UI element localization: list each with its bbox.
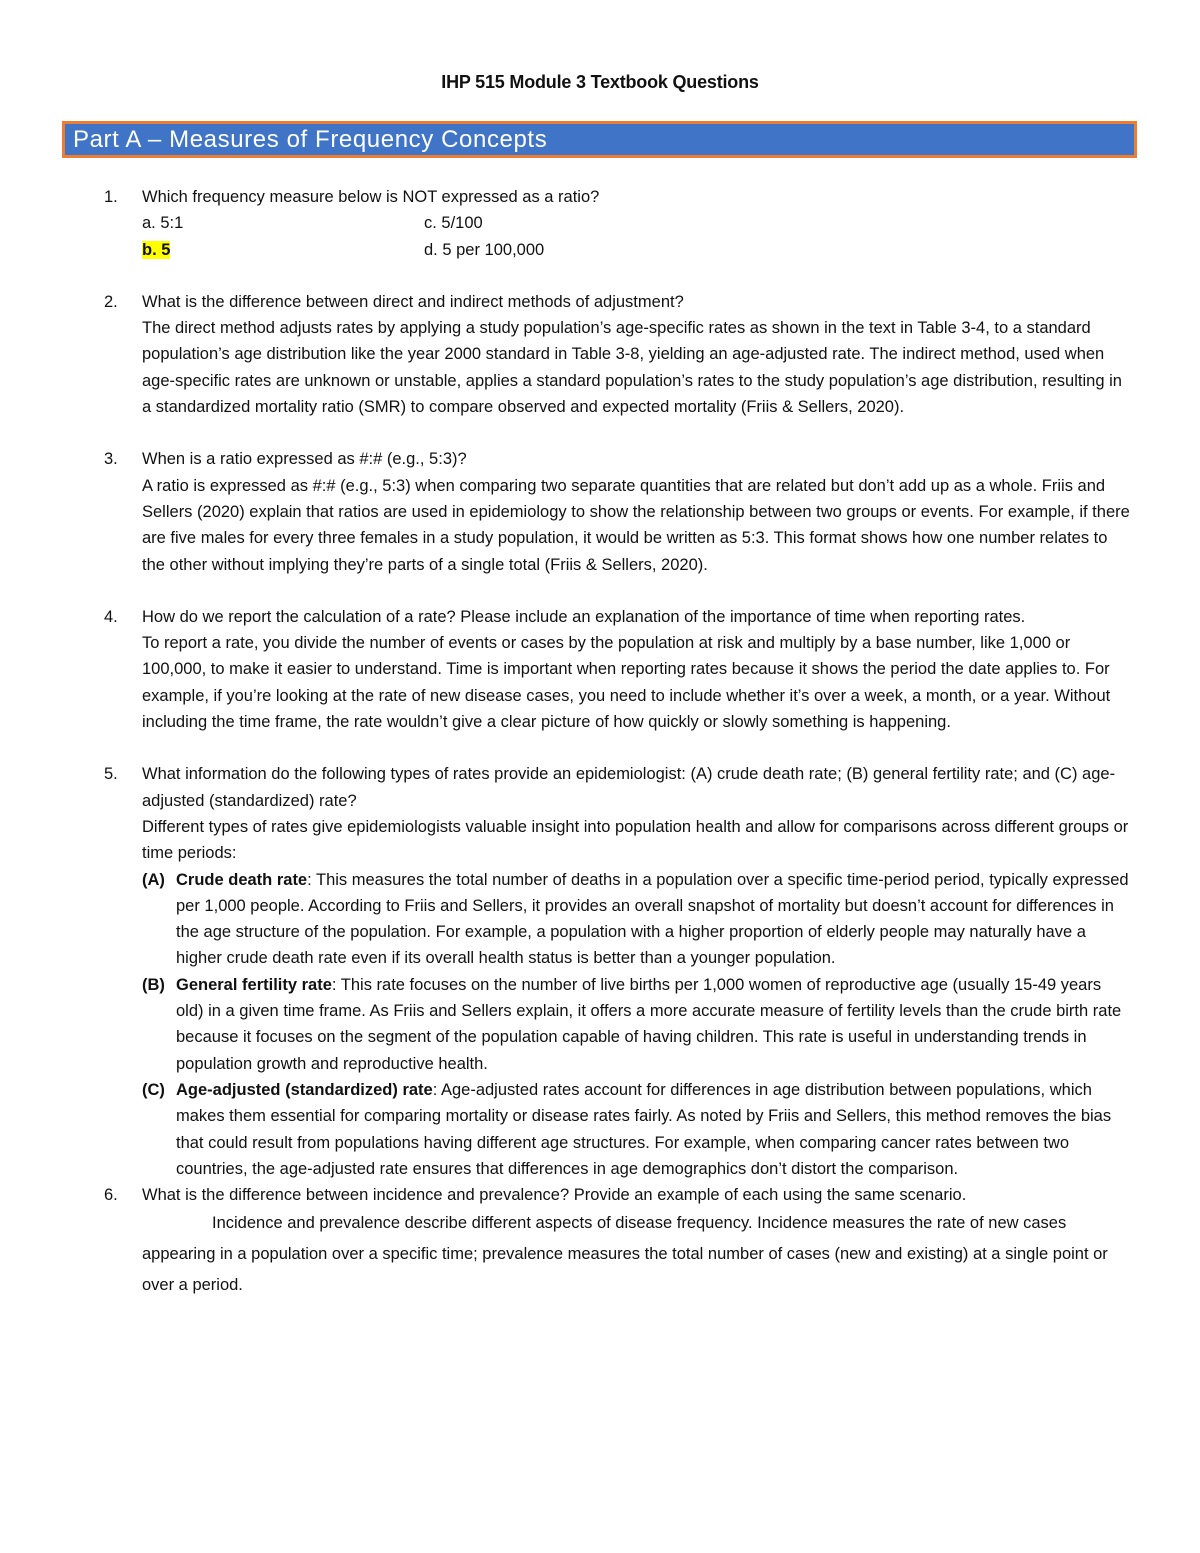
- question-text: What information do the following types of rates provide an epidemiologist: (A) crude death rate; (B) general fertility rate; and (C) age-adjusted (standardized) rate?: [142, 765, 1116, 810]
- item-text: : Age-adjusted rates account for differences in age distribution between populations, which makes them essential for comparing mortality or disease rates fairly. As noted by Friis and Sellers, this method removes the bias that could result from populations having different age structures. For example, when comparing cancer rates between two countries, the age-adjusted rate ensures that differences in age demographics don’t distort the comparison.: [176, 1080, 1112, 1178]
- answer-text: A ratio is expressed as #:# (e.g., 5:3) when comparing two separate quantities that are related but don’t add up as a whole. Friis and Sellers (2020) explain that ratios are used in epidemiology to show the relationship between two groups or events. For example, if there are five males for every three females in a study population, it would be written as 5:3. This format shows how one number relates to the other without implying they’re parts of a single total (Friis & Sellers, 2020).: [142, 476, 1130, 574]
- item-text: : This rate focuses on the number of live births per 1,000 women of reproductive age (usually 15-49 years old) in a given time frame. As Friis and Sellers explain, it offers a more accurate measure of fertility levels than the crude birth rate because it focuses on the segment of the population capable of having children. This rate is useful in understanding trends in population growth and reproductive health.: [176, 975, 1122, 1073]
- rate-item-a: [142, 867, 1130, 972]
- question-number: 6.: [104, 1186, 118, 1205]
- question-text: When is a ratio expressed as #:# (e.g., 5:3)?: [142, 450, 467, 469]
- answer-text: Incidence and prevalence describe different aspects of disease frequency. Incidence measures the rate of new cases appearing in a population over a specific time; prevalence measures the total number of cases (new and existing) at a single point or over a period.: [142, 1214, 1108, 1295]
- question-number: 5.: [104, 765, 118, 784]
- question-1: [0, 184, 1200, 263]
- question-text: What is the difference between direct and indirect methods of adjustment?: [142, 292, 684, 311]
- answer-text: To report a rate, you divide the number of events or cases by the population at risk and multiply by a base number, like 1,000 or 100,000, to make it easier to understand. Time is important when reporting rates because it shows the period the date applies to. For example, if you’re looking at the rate of new disease cases, you need to include whether it’s over a week, a month, or a year. Without including the time frame, the rate wouldn’t give a clear picture of how quickly or slowly something is happening.: [142, 634, 1111, 732]
- question-text: How do we report the calculation of a rate? Please include an explanation of the importance of time when reporting rates.: [142, 607, 1026, 626]
- question-2: [0, 289, 1200, 420]
- question-number: 4.: [104, 607, 118, 626]
- item-tag: (C): [142, 1080, 165, 1099]
- choice-b: [142, 237, 424, 263]
- choice-d: d. 5 per 100,000: [424, 240, 545, 259]
- answer-text: The direct method adjusts rates by applying a study population’s age-specific rates as shown in the text in Table 3-4, to a standard population’s age distribution like the year 2000 standard in Table 3-8, yielding an age-adjusted rate. The indirect method, used when age-specific rates are unknown or unstable, applies a standard population’s rates to the study population’s age distribution, resulting in a standardized mortality ratio (SMR) to compare observed and expected mortality (Friis & Sellers, 2020).: [142, 319, 1122, 417]
- item-tag: (B): [142, 975, 165, 994]
- document-title: IHP 515 Module 3 Textbook Questions: [441, 72, 759, 92]
- question-6: [0, 1182, 1200, 1208]
- answer-choices: [142, 210, 1130, 263]
- question-number: 1.: [104, 188, 118, 206]
- choice-a: a. 5:1: [142, 214, 184, 233]
- questions-list: [0, 184, 1200, 1301]
- question-number: 2.: [104, 292, 118, 311]
- rate-item-c: [142, 1077, 1130, 1182]
- question-3: [0, 446, 1200, 577]
- item-term: Age-adjusted (standardized) rate: [176, 1080, 433, 1099]
- question-5: [0, 761, 1200, 1182]
- rate-item-b: [142, 972, 1130, 1077]
- item-term: General fertility rate: [176, 975, 332, 994]
- item-text: : This measures the total number of deaths in a population over a specific time-period period, typically expressed per 1,000 people. According to Friis and Sellers, it provides an overall snapshot of mortality but doesn’t account for differences in the age structure of the population. For example, a population with a higher proportion of elderly people may naturally have a higher crude death rate even if its overall health status is better than a younger population.: [176, 870, 1129, 968]
- item-tag: (A): [142, 870, 165, 889]
- item-term: Crude death rate: [176, 870, 308, 889]
- answer-text: Different types of rates give epidemiologists valuable insight into population health and allow for comparisons across different groups or time periods:: [142, 817, 1129, 863]
- question-number: 3.: [104, 450, 118, 469]
- question-text: What is the difference between incidence and prevalence? Provide an example of each using the same scenario.: [142, 1186, 967, 1205]
- question-4: [0, 604, 1200, 735]
- question-6-answer: [0, 1208, 1200, 1301]
- question-text: Which frequency measure below is NOT expressed as a ratio?: [142, 188, 600, 206]
- choice-c: c. 5/100: [424, 214, 483, 233]
- highlighted-answer: b. 5: [142, 240, 171, 259]
- section-banner: Part A – Measures of Frequency Concepts: [62, 121, 1137, 158]
